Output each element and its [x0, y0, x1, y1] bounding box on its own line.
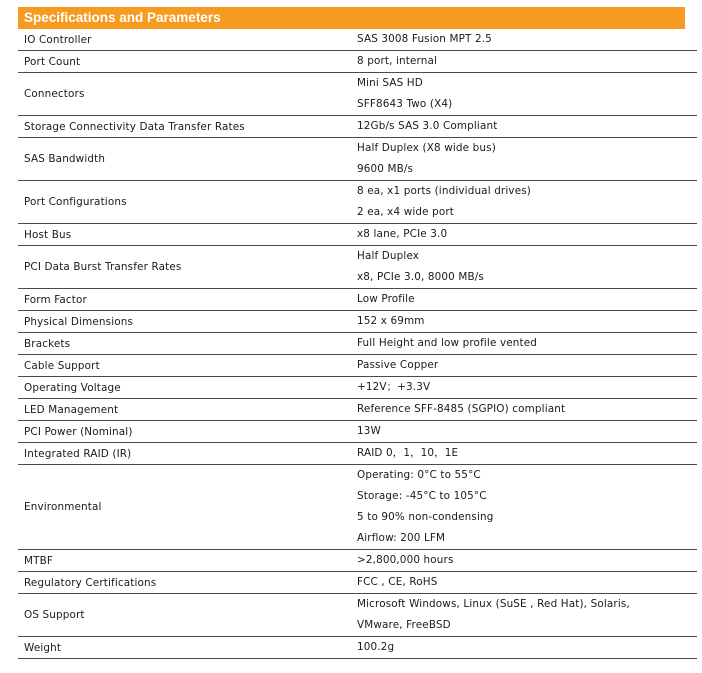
spec-value: [351, 465, 697, 550]
spec-key: IO Controller: [18, 29, 351, 51]
spec-value-line: >2,800,000 hours: [357, 554, 454, 566]
spec-value-line: +12V；+3.3V: [357, 381, 431, 393]
table-row: [18, 289, 697, 311]
spec-key: Cable Support: [18, 355, 351, 377]
spec-value: [351, 116, 697, 138]
spec-value-line: 9600 MB/s: [357, 163, 414, 175]
spec-value: [351, 377, 697, 399]
spec-value: [351, 246, 697, 289]
table-row: [18, 421, 697, 443]
spec-value: [351, 421, 697, 443]
spec-value-line: Half Duplex (X8 wide bus): [357, 142, 496, 154]
spec-value-line: Low Profile: [357, 293, 415, 305]
spec-key: Host Bus: [18, 224, 351, 246]
spec-value-line: Passive Copper: [357, 359, 439, 371]
spec-value-line: FCC , CE, RoHS: [357, 576, 438, 588]
spec-key: Storage Connectivity Data Transfer Rates: [18, 116, 351, 138]
table-row: [18, 333, 697, 355]
spec-key: PCI Power (Nominal): [18, 421, 351, 443]
spec-value: [351, 51, 697, 73]
spec-key: Connectors: [18, 73, 351, 116]
spec-key: Port Count: [18, 51, 351, 73]
spec-value-line: Storage: -45°C to 105°C: [357, 490, 487, 502]
table-row: [18, 637, 697, 659]
spec-key: Physical Dimensions: [18, 311, 351, 333]
spec-key: OS Support: [18, 594, 351, 637]
spec-value-line: VMware, FreeBSD: [357, 619, 451, 631]
spec-value-line: Mini SAS HD: [357, 77, 423, 89]
spec-table-body: [18, 29, 697, 659]
spec-key: SAS Bandwidth: [18, 138, 351, 181]
spec-value-line: x8 lane, PCIe 3.0: [357, 228, 448, 240]
spec-value: [351, 443, 697, 465]
spec-value-line: 8 ea, x1 ports (individual drives): [357, 185, 532, 197]
spec-key: LED Management: [18, 399, 351, 421]
spec-value: [351, 73, 697, 116]
specifications-table: [18, 7, 685, 659]
spec-value-line: Half Duplex: [357, 250, 420, 262]
spec-key: Weight: [18, 637, 351, 659]
spec-value-line: 8 port, internal: [357, 55, 438, 67]
spec-value: [351, 224, 697, 246]
spec-value: [351, 138, 697, 181]
spec-key: PCI Data Burst Transfer Rates: [18, 246, 351, 289]
spec-key: Environmental: [18, 465, 351, 550]
spec-key: Form Factor: [18, 289, 351, 311]
table-row: [18, 377, 697, 399]
table-row: [18, 355, 697, 377]
spec-value: [351, 550, 697, 572]
table-row: [18, 51, 697, 73]
spec-value-line: Operating: 0°C to 55°C: [357, 469, 481, 481]
table-row: [18, 399, 697, 421]
table-row: [18, 550, 697, 572]
spec-key: Regulatory Certifications: [18, 572, 351, 594]
spec-value-line: 5 to 90% non-condensing: [357, 511, 494, 523]
spec-value-line: x8, PCIe 3.0, 8000 MB/s: [357, 271, 484, 283]
spec-value-line: SFF8643 Two (X4): [357, 98, 453, 110]
spec-value: [351, 355, 697, 377]
table-row: [18, 465, 697, 550]
spec-key: MTBF: [18, 550, 351, 572]
spec-value-line: RAID 0，1，10，1E: [357, 447, 459, 459]
spec-value: [351, 399, 697, 421]
table-row: [18, 594, 697, 637]
spec-value-line: Microsoft Windows, Linux (SuSE , Red Hat), Solaris,: [357, 598, 630, 610]
spec-value: [351, 637, 697, 659]
spec-value-line: 100.2g: [357, 641, 395, 653]
spec-value-line: Reference SFF-8485 (SGPIO) compliant: [357, 403, 566, 415]
spec-key: Operating Voltage: [18, 377, 351, 399]
table-row: [18, 572, 697, 594]
spec-value: [351, 289, 697, 311]
spec-value: [351, 572, 697, 594]
spec-value: [351, 311, 697, 333]
table-row: [18, 116, 697, 138]
spec-value: [351, 333, 697, 355]
table-row: [18, 443, 697, 465]
spec-value-line: 2 ea, x4 wide port: [357, 206, 455, 218]
table-row: [18, 181, 697, 224]
table-row: [18, 311, 697, 333]
table-row: [18, 73, 697, 116]
table-row: [18, 29, 697, 51]
table-title: Specifications and Parameters: [18, 7, 685, 29]
spec-value: [351, 594, 697, 637]
spec-key: Integrated RAID (IR): [18, 443, 351, 465]
spec-key: Brackets: [18, 333, 351, 355]
table-row: [18, 246, 697, 289]
table-row: [18, 138, 697, 181]
spec-value: [351, 181, 697, 224]
spec-value-line: 152 x 69mm: [357, 315, 425, 327]
spec-value: [351, 29, 697, 51]
spec-value-line: Full Height and low profile vented: [357, 337, 538, 349]
spec-value-line: Airflow: 200 LFM: [357, 532, 446, 544]
table-row: [18, 224, 697, 246]
spec-value-line: 12Gb/s SAS 3.0 Compliant: [357, 120, 498, 132]
spec-key: Port Configurations: [18, 181, 351, 224]
spec-value-line: 13W: [357, 425, 381, 437]
spec-value-line: SAS 3008 Fusion MPT 2.5: [357, 33, 492, 45]
